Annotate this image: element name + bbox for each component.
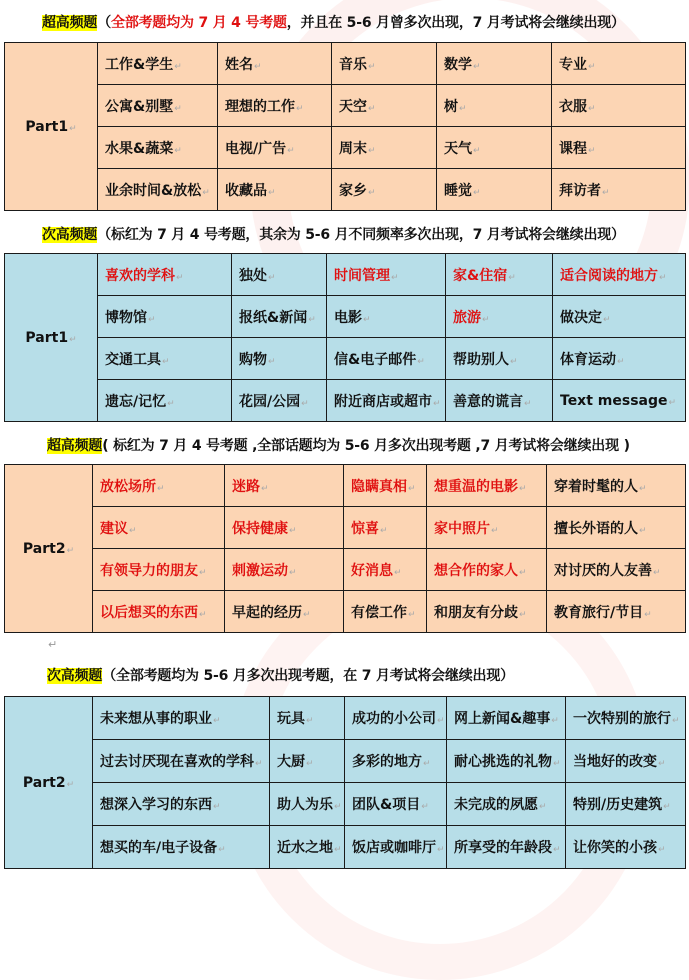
topic-cell (232, 296, 327, 338)
paragraph-mark: ↵ (48, 638, 58, 651)
table-row (5, 85, 686, 127)
topic-cell (553, 296, 686, 338)
topic-cell (327, 380, 446, 422)
table-row (5, 783, 686, 826)
topic-cell (225, 465, 344, 507)
table-row (5, 43, 686, 85)
topic-label: 音乐 ↵ (339, 57, 376, 73)
topic-cell (98, 85, 218, 127)
topic-label: 对讨厌的人友善 ↵ (554, 563, 661, 579)
section-heading-1: 超高频题（全部考题均为 7 月 4 号考题，并且在 5-6 月曾多次出现，7 月考试将会继续出现） (42, 15, 625, 31)
topic-label: 天气 ↵ (444, 141, 481, 157)
topic-label: 未来想从事的职业 ↵ (100, 711, 221, 727)
topic-cell (93, 507, 225, 549)
table-body (5, 254, 686, 422)
topic-cell (93, 591, 225, 633)
topic-cell (98, 169, 218, 211)
topic-label: 家中照片 ↵ (434, 521, 499, 537)
topic-table-part1-high (4, 253, 686, 422)
topic-label: 刺激运动 ↵ (232, 563, 297, 579)
topic-label: 未完成的夙愿 ↵ (454, 797, 547, 813)
topic-label: 体育运动 ↵ (560, 352, 625, 368)
topic-cell (98, 254, 232, 296)
frequency-label: 超高频题 (47, 438, 103, 454)
topic-label: 专业 ↵ (559, 57, 596, 73)
topic-label: 想重温的电影 ↵ (434, 479, 527, 495)
topic-label: 特别/历史建筑 ↵ (573, 797, 671, 813)
topic-cell (547, 591, 686, 633)
topic-label: 博物馆 ↵ (105, 310, 156, 326)
topic-cell (332, 85, 437, 127)
heading-note: 标红为 7 月 4 号考题，其余为 5-6 月不同频率多次出现，7 月考试将会继续出现） (111, 227, 625, 243)
topic-label: 衣服 ↵ (559, 99, 596, 115)
topic-cell (93, 826, 270, 869)
topic-label: 数学 ↵ (444, 57, 481, 73)
table-body (5, 697, 686, 869)
topic-label: 保持健康 ↵ (232, 521, 297, 537)
topic-label: 水果&蔬菜 ↵ (105, 141, 182, 157)
topic-cell (98, 43, 218, 85)
section-heading-2: 次高频题（标红为 7 月 4 号考题，其余为 5-6 月不同频率多次出现，7 月考试将会继续出现） (42, 227, 625, 243)
topic-cell (427, 549, 547, 591)
topic-label: 教育旅行/节目 ↵ (554, 605, 652, 621)
topic-cell (552, 127, 686, 169)
frequency-label: 超高频题 (42, 15, 98, 31)
topic-cell (566, 783, 686, 826)
topic-cell (437, 85, 552, 127)
topic-label: 姓名 ↵ (225, 57, 262, 73)
topic-label: 有领导力的朋友 ↵ (100, 563, 207, 579)
topic-cell (218, 43, 332, 85)
topic-label: 周末 ↵ (339, 141, 376, 157)
topic-cell (553, 380, 686, 422)
table-row (5, 380, 686, 422)
topic-label: 交通工具 ↵ (105, 352, 170, 368)
topic-cell (270, 697, 345, 740)
topic-cell (437, 43, 552, 85)
table-body (5, 43, 686, 211)
topic-cell (98, 380, 232, 422)
topic-cell (552, 43, 686, 85)
topic-cell (93, 549, 225, 591)
topic-cell (232, 338, 327, 380)
topic-cell (218, 127, 332, 169)
topic-cell (446, 254, 553, 296)
topic-cell (446, 296, 553, 338)
topic-cell (345, 740, 447, 783)
topic-label: 隐瞒真相 ↵ (351, 479, 416, 495)
topic-label: 善意的谎言 ↵ (453, 394, 532, 410)
table-row (5, 591, 686, 633)
topic-cell (332, 169, 437, 211)
topic-cell (547, 465, 686, 507)
table-row (5, 826, 686, 869)
table-body (5, 465, 686, 633)
topic-label: 所享受的年龄段 ↵ (454, 840, 561, 856)
section-heading-3: 超高频题( 标红为 7 月 4 号考题 ,全部话题均为 5-6 月多次出现考题 ,7 月考试将会继续出现 ) (47, 438, 630, 454)
topic-cell (552, 169, 686, 211)
topic-cell (447, 740, 566, 783)
topic-cell (427, 507, 547, 549)
topic-cell (93, 465, 225, 507)
topic-cell (447, 697, 566, 740)
topic-cell (437, 169, 552, 211)
topic-cell (447, 826, 566, 869)
topic-cell (98, 338, 232, 380)
topic-cell (225, 591, 344, 633)
topic-cell (270, 740, 345, 783)
topic-label: 电影 ↵ (334, 310, 371, 326)
topic-label: 公寓&别墅 ↵ (105, 99, 182, 115)
topic-cell (345, 826, 447, 869)
topic-cell (98, 296, 232, 338)
table-row (5, 549, 686, 591)
topic-cell (327, 338, 446, 380)
topic-label: 好消息 ↵ (351, 563, 402, 579)
topic-label: 收藏品 ↵ (225, 183, 276, 199)
topic-cell (232, 254, 327, 296)
topic-label: 理想的工作 ↵ (225, 99, 304, 115)
table-row (5, 169, 686, 211)
topic-cell (437, 127, 552, 169)
topic-cell (566, 697, 686, 740)
topic-label: 家乡 ↵ (339, 183, 376, 199)
topic-label: 一次特别的旅行 ↵ (573, 711, 680, 727)
table-row (5, 507, 686, 549)
topic-cell (332, 43, 437, 85)
topic-label: 耐心挑选的礼物 ↵ (454, 754, 561, 770)
topic-cell (566, 740, 686, 783)
topic-label: 有偿工作 ↵ (351, 605, 416, 621)
table-row (5, 697, 686, 740)
topic-label: Text message ↵ (560, 393, 676, 409)
topic-label: 想合作的家人 ↵ (434, 563, 527, 579)
part-label: Part2 ↵ (5, 465, 93, 633)
table-row (5, 740, 686, 783)
topic-cell (270, 826, 345, 869)
topic-label: 玩具 ↵ (277, 711, 314, 727)
topic-table-part1-super-high (4, 42, 686, 211)
topic-cell (345, 783, 447, 826)
topic-cell (344, 549, 427, 591)
topic-cell (344, 507, 427, 549)
topic-cell (547, 549, 686, 591)
topic-label: 做决定 ↵ (560, 310, 611, 326)
topic-label: 饭店或咖啡厅 ↵ (352, 840, 445, 856)
topic-label: 喜欢的学科 ↵ (105, 268, 184, 284)
topic-label: 电视/广告 ↵ (225, 141, 295, 157)
topic-cell (447, 783, 566, 826)
topic-label: 信&电子邮件 ↵ (334, 352, 425, 368)
topic-label: 想深入学习的东西 ↵ (100, 797, 221, 813)
topic-cell (93, 697, 270, 740)
topic-label: 放松场所 ↵ (100, 479, 165, 495)
topic-label: 家&住宿 ↵ (453, 268, 516, 284)
topic-label: 以后想买的东西 ↵ (100, 605, 207, 621)
part-label: Part1 ↵ (5, 43, 98, 211)
topic-cell (566, 826, 686, 869)
topic-label: 树 ↵ (444, 99, 467, 115)
topic-label: 遗忘/记忆 ↵ (105, 394, 175, 410)
topic-label: 帮助别人 ↵ (453, 352, 518, 368)
topic-label: 时间管理 ↵ (334, 268, 399, 284)
topic-label: 建议 ↵ (100, 521, 137, 537)
topic-label: 擅长外语的人 ↵ (554, 521, 647, 537)
table-row (5, 465, 686, 507)
heading-note: 全部考题均为 5-6 月多次出现考题，在 7 月考试将会继续出现） (116, 668, 514, 684)
topic-cell (270, 783, 345, 826)
topic-label: 旅游 ↵ (453, 310, 490, 326)
topic-label: 穿着时髦的人 ↵ (554, 479, 647, 495)
topic-label: 团队&项目 ↵ (352, 797, 429, 813)
frequency-label: 次高频题 (42, 227, 98, 243)
topic-label: 工作&学生 ↵ (105, 57, 182, 73)
topic-label: 助人为乐 ↵ (277, 797, 342, 813)
topic-cell (225, 507, 344, 549)
topic-label: 购物 ↵ (239, 352, 276, 368)
topic-cell (553, 254, 686, 296)
topic-label: 惊喜 ↵ (351, 521, 388, 537)
heading-red-note: 全部考题均为 7 月 4 号考题 (111, 15, 287, 31)
topic-label: 花园/公园 ↵ (239, 394, 309, 410)
topic-label: 网上新闻&趣事 ↵ (454, 711, 559, 727)
topic-label: 报纸&新闻 ↵ (239, 310, 316, 326)
heading-note: 标红为 7 月 4 号考题 ,全部话题均为 5-6 月多次出现考题 ,7 月考试将会继续出现 ) (108, 438, 630, 454)
topic-label: 让你笑的小孩 ↵ (573, 840, 666, 856)
topic-cell (345, 697, 447, 740)
topic-label: 和朋友有分歧 ↵ (434, 605, 527, 621)
topic-cell (225, 549, 344, 591)
topic-cell (344, 591, 427, 633)
topic-label: 天空 ↵ (339, 99, 376, 115)
table-row (5, 296, 686, 338)
topic-label: 多彩的地方 ↵ (352, 754, 431, 770)
topic-label: 适合阅读的地方 ↵ (560, 268, 667, 284)
topic-cell (552, 85, 686, 127)
topic-label: 迷路 ↵ (232, 479, 269, 495)
topic-cell (553, 338, 686, 380)
table-row (5, 127, 686, 169)
topic-label: 大厨 ↵ (277, 754, 314, 770)
topic-label: 拜访者 ↵ (559, 183, 610, 199)
topic-cell (93, 783, 270, 826)
topic-table-part2-high (4, 696, 686, 869)
topic-label: 成功的小公司 ↵ (352, 711, 445, 727)
topic-label: 早起的经历 ↵ (232, 605, 311, 621)
topic-cell (218, 169, 332, 211)
topic-cell (547, 507, 686, 549)
table-row (5, 338, 686, 380)
section-heading-4: 次高频题（全部考题均为 5-6 月多次出现考题，在 7 月考试将会继续出现） (47, 668, 514, 684)
topic-cell (98, 127, 218, 169)
topic-label: 课程 ↵ (559, 141, 596, 157)
topic-table-part2-super-high (4, 464, 686, 633)
topic-label: 业余时间&放松 ↵ (105, 183, 210, 199)
topic-label: 近水之地 ↵ (277, 840, 342, 856)
part-label: Part1 ↵ (5, 254, 98, 422)
topic-cell (232, 380, 327, 422)
topic-cell (427, 465, 547, 507)
topic-cell (344, 465, 427, 507)
topic-cell (327, 254, 446, 296)
topic-cell (93, 740, 270, 783)
heading-note: ，并且在 5-6 月曾多次出现，7 月考试将会继续出现） (286, 15, 625, 31)
topic-cell (332, 127, 437, 169)
topic-cell (446, 338, 553, 380)
topic-cell (327, 296, 446, 338)
topic-label: 附近商店或超市 ↵ (334, 394, 441, 410)
topic-cell (446, 380, 553, 422)
topic-label: 独处 ↵ (239, 268, 276, 284)
topic-label: 当地好的改变 ↵ (573, 754, 666, 770)
topic-cell (427, 591, 547, 633)
topic-label: 睡觉 ↵ (444, 183, 481, 199)
table-row (5, 254, 686, 296)
topic-label: 过去讨厌现在喜欢的学科 ↵ (100, 754, 263, 770)
part-label: Part2 ↵ (5, 697, 93, 869)
topic-cell (218, 85, 332, 127)
frequency-label: 次高频题 (47, 668, 103, 684)
topic-label: 想买的车/电子设备 ↵ (100, 840, 226, 856)
